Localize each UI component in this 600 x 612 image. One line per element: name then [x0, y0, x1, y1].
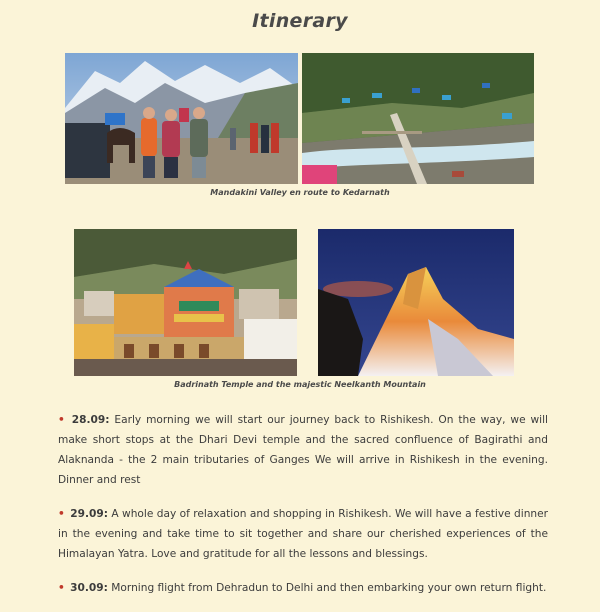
itinerary-text: Early morning we will start our journey back to Rishikesh. On the way, we will make short stops at the Dhari Devi temple and the sacred confluence of Bagirathi and Alaknanda - the 2 main tributaries of Ganges We will arrive in Rishikesh in the evening. Dinner and rest [58, 414, 549, 486]
itinerary-date: 30.09: [70, 582, 108, 594]
bullet-icon: • [58, 508, 65, 520]
valley-river-photo [302, 53, 534, 184]
itinerary-date: 29.09: [70, 508, 108, 520]
trekkers-group-photo [65, 53, 298, 184]
itinerary-date: 28.09: [71, 414, 110, 426]
badrinath-temple-photo [74, 229, 297, 376]
bullet-icon: • [58, 582, 65, 594]
itinerary-item [58, 410, 548, 490]
page-title: Itinerary [252, 10, 348, 32]
bullet-icon: • [58, 414, 65, 426]
itinerary-list [58, 410, 548, 612]
itinerary-item [58, 504, 548, 564]
itinerary-text: Morning flight from Dehradun to Delhi and then embarking your own return flight. [111, 582, 547, 594]
bottom-photos-caption: Badrinath Temple and the majestic Neelkanth Mountain [174, 380, 426, 389]
neelkanth-mountain-photo [318, 229, 514, 376]
top-photos-caption: Mandakini Valley en route to Kedarnath [210, 188, 390, 197]
itinerary-item [58, 578, 548, 598]
itinerary-text: A whole day of relaxation and shopping in Rishikesh. We will have a festive dinner in the evening and take time to sit together and share our cherished experiences of the Himalayan Yatra. Love and gratitude for all the lessons and blessings. [58, 508, 549, 560]
